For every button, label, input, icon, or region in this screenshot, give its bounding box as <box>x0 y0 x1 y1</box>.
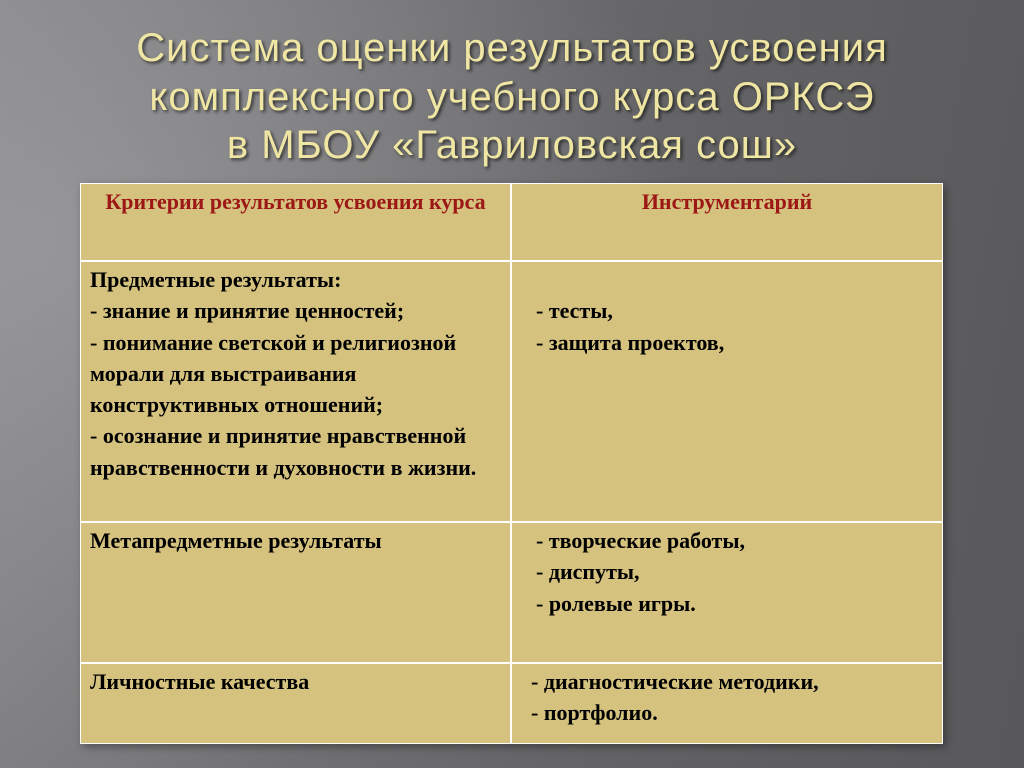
tools-line: - диагностические методики, <box>531 669 819 694</box>
slide-title <box>0 24 1024 170</box>
slide-title-line-2: комплексного учебного курса ОРКСЭ <box>149 74 875 119</box>
criteria-line: - понимание светской и религиозной <box>90 329 457 355</box>
criteria-line: - осознание и принятие нравственной <box>90 423 467 449</box>
header-cell-tools <box>512 184 942 260</box>
criteria-cell <box>81 262 510 521</box>
tools-cell <box>512 523 942 662</box>
criteria-line: Метапредметные результаты <box>90 528 382 553</box>
slide-title-line-1: Система оценки результатов усвоения <box>136 26 888 70</box>
tools-line: - тесты, <box>536 298 613 324</box>
criteria-cell <box>81 523 510 662</box>
tools-line: - творческие работы, <box>536 528 746 553</box>
slide-title-line-3: в МБОУ «Гавриловская сош» <box>226 123 798 167</box>
criteria-line: нравственности и духовности в жизни. <box>90 454 477 480</box>
header-label-tools: Инструментарий <box>641 189 813 214</box>
tools-cell <box>512 664 942 743</box>
tools-line: - защита проектов, <box>536 329 725 355</box>
tools-cell <box>512 262 942 521</box>
tools-line: - диспуты, <box>536 559 640 585</box>
criteria-cell <box>81 664 510 743</box>
criteria-line: Предметные результаты: <box>90 267 342 292</box>
header-label-criteria: Критерии результатов усвоения курса <box>105 189 486 214</box>
criteria-line: конструктивных отношений; <box>90 392 384 418</box>
header-cell-criteria <box>81 184 510 260</box>
criteria-line: - знание и принятие ценностей; <box>90 298 405 324</box>
criteria-line: морали для выстраивания <box>90 360 357 386</box>
criteria-line: Личностные качества <box>90 669 310 694</box>
tools-line: - ролевые игры. <box>536 590 696 616</box>
criteria-tools-table <box>80 183 943 744</box>
tools-line: - портфолио. <box>531 700 658 726</box>
